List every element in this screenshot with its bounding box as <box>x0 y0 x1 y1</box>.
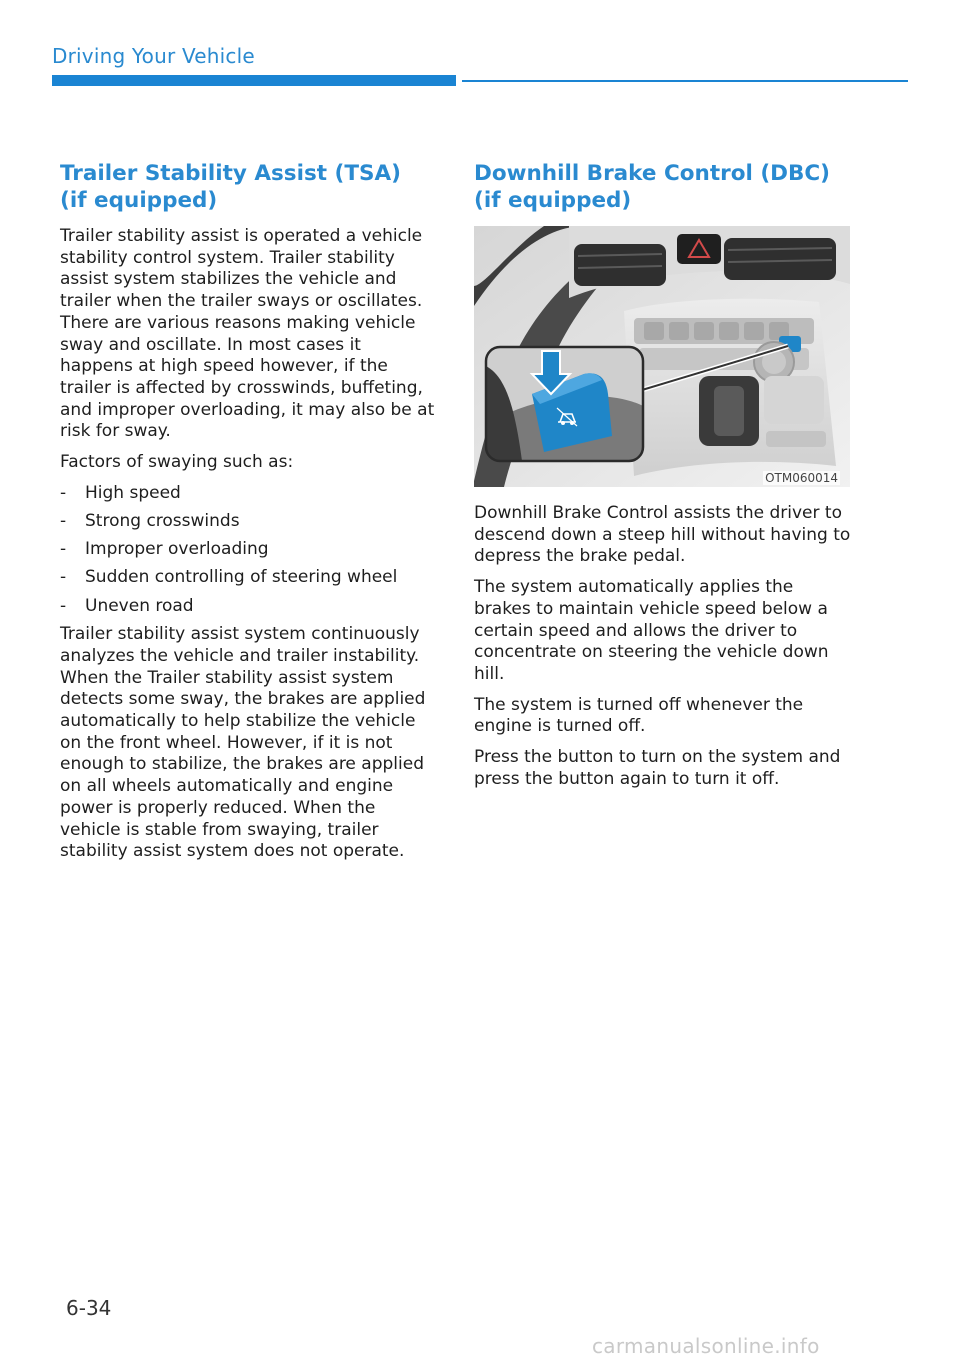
header-rule-thick <box>52 75 456 86</box>
list-item-text: Sudden controlling of steering wheel <box>85 567 398 588</box>
dbc-off-paragraph: The system is turned off whenever the engine is turned off. <box>474 694 804 737</box>
page-number: 6-34 <box>66 1296 112 1320</box>
tsa-intro-paragraph: Trailer stability assist is operated a vehicle stability control system. Trailer stability assist system stabilizes the vehicle and trailer when the trailer sways or oscillates. There are various reasons making vehicle sway and oscillate. In most cases it happens at high speed however, if the trailer is affected by crosswinds, buffeting, and improper overloading, it may also be at risk for sway. <box>60 226 435 442</box>
tsa-section <box>60 160 438 872</box>
tsa-operation-paragraph: Trailer stability assist system continuously analyzes the vehicle and trailer instability. When the Trailer stability assist system detects some sway, the brakes are applied automatically to help stabilize the vehicle on the front wheel. However, if it is not enough to stabilize, the brakes are applied on all wheels automatically and engine power is properly reduced. When the vehicle is stable from swaying, trailer stability assist system does not operate. <box>60 624 426 862</box>
figure-code: OTM060014 <box>765 471 838 485</box>
sway-factors-list <box>60 483 438 618</box>
list-item <box>60 539 438 561</box>
bullet-dash: - <box>60 510 67 531</box>
list-item-text: High speed <box>85 482 181 503</box>
bullet-dash: - <box>60 539 67 560</box>
list-item <box>60 567 438 589</box>
list-item <box>60 596 438 618</box>
dashboard-illustration <box>474 226 850 487</box>
tsa-heading-line2: (if equipped) <box>60 188 218 213</box>
dbc-heading <box>474 160 852 214</box>
header-rule-thin <box>462 80 908 82</box>
tsa-factors-intro: Factors of swaying such as: <box>60 452 294 473</box>
bullet-dash: - <box>60 567 67 588</box>
dbc-heading-line2: (if equipped) <box>474 188 632 213</box>
dbc-operation-paragraph: The system automatically applies the brakes to maintain vehicle speed below a certain speed and allows the driver to concentrate on steering the vehicle down hill. <box>474 577 829 684</box>
tsa-heading <box>60 160 438 214</box>
dbc-section <box>474 160 852 799</box>
bullet-dash: - <box>60 482 67 503</box>
dbc-button-illustration <box>474 226 850 487</box>
dbc-button-paragraph: Press the button to turn on the system and press the button again to turn it off. <box>474 747 841 789</box>
list-item <box>60 483 438 505</box>
list-item-text: Strong crosswinds <box>85 510 240 531</box>
list-item-text: Uneven road <box>85 595 194 616</box>
tsa-heading-line1: Trailer Stability Assist (TSA) <box>60 161 401 186</box>
list-item-text: Improper overloading <box>85 539 269 560</box>
dbc-intro-paragraph: Downhill Brake Control assists the driver to descend down a steep hill without having to depress the brake pedal. <box>474 503 851 567</box>
dbc-heading-line1: Downhill Brake Control (DBC) <box>474 161 830 186</box>
section-title: Driving Your Vehicle <box>52 44 255 68</box>
bullet-dash: - <box>60 595 67 616</box>
list-item <box>60 511 438 533</box>
watermark: carmanualsonline.info <box>592 1334 820 1358</box>
